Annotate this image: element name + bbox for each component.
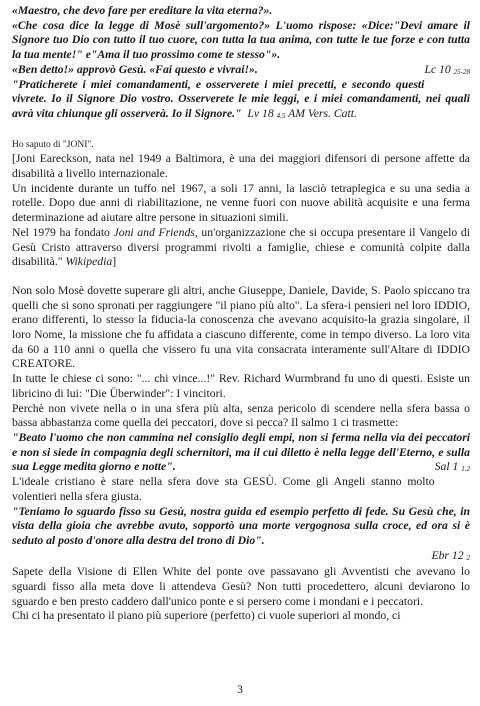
- psalm-reference: Sal 1 $_{1.2}$: [434, 460, 470, 474]
- spacer: [12, 124, 470, 138]
- hebrews-quote: "Teniamo lo sguardo fisso su Gesù, nostra guida ed esempio perfetto di fede. Su Gesù che, in vista della gioia che avrebbe avuto, sopportò una morte vergognosa sulla croce, ed ora si è seduto al posto d'onore alla destra del trono di Dio".: [12, 504, 470, 547]
- body-paragraph-4: L'ideale cristiano è stare nella sfera dove sta GESÙ. Come gli Angeli stanno molto volentieri nella sfera giusta.: [12, 475, 435, 503]
- body-paragraph-1: Non solo Mosè dovette superare gli altri, anche Giuseppe, Daniele, Davide, S. Paolo spiccano tra quelli che si sono spronati per raggiungere "il piano più alto". La sfera-i pensieri nel loro IDDIO, erano differenti, lo stesso la fiducia-la conoscenza che avevano acquisito-la grazia singolare, il loro Nome, la missione che fu affidata a ciascuno differente, come in tempo diverso. La loro vita da 60 a 110 anni o quella che vissero fu una vita consacrata interamente sull'Altare di IDDIO CREATORE.: [12, 283, 470, 371]
- body-paragraph-3: Perchè non vivete nella o in una sfera più alta, senza pericolo di scendere nella sfera bassa o bassa abbastanza come quella dei peccatori, dove si pecca? Il salmo 1 ci trasmette:: [12, 401, 470, 430]
- opening-dialogue: «Che cosa dice la legge di Mosè sull'argomento?» L'uomo rispose: «Dice:"Devi amare il Signore tuo Dio con tutto il tuo cuore, con tutta la tua anima, con tutte le tue forze e con tutta la tua mente!" e"Ama il tuo prossimo come te stesso"».: [12, 18, 470, 62]
- joni-heading: Ho saputo di "JONI".: [12, 139, 94, 150]
- joni-paragraph-3: Nel 1979 ha fondato Joni and Friends, un'organizzazione che si occupa presentare il Vangelo di Gesù Cristo attraverso diversi programmi rivolti a famiglie, chiese e comunità colpite dalla disabilità." Wikipedia]: [12, 225, 470, 269]
- body-paragraph-6: Chi ci ha presentato il piano più superiore (perfetto) ci vuole superiori al mondo, ci: [12, 609, 401, 623]
- body-paragraph-2: In tutte le chiese ci sono: "... chi vince...!" Rev. Richard Wurmbrand fu uno di questi. Esiste un libricino di lui: "Die Überwinder": I vincitori.: [12, 372, 470, 400]
- joni-paragraph-1: [Joni Eareckson, nata nel 1949 a Baltimora, è una dei maggiori difensori di persone affette da disabilità a livello internazionale.: [12, 152, 470, 181]
- leviticus-quote-block: [12, 78, 470, 124]
- joni-paragraph-2: Un incidente durante un tuffo nel 1967, a soli 17 anni, la lasciò tetraplegica e su una sedia a rotelle. Dopo due anni di riabilitazione, ne venne fuori con nuove abilità acquisite e una ferma determinazione ad aiutare altre persone in situazioni simili.: [12, 181, 470, 225]
- body-paragraph-5: Sapete della Visione di Ellen White del ponte ove passavano gli Avventisti che avevano lo sguardi fisso alla meta dove li attendeva Gesù? Non tutti procedettero, alcuni deviarono lo sguardo e ben presto caddero dall'unico ponte e si persero come i mondani e i peccatori.: [12, 565, 470, 608]
- leviticus-quote: "Praticherete i miei comandamenti, e osserverete i miei precetti, e secondo questi vivrete. Io il Signore Dio vostro. Osserverete le mie leggi, e i miei comandamenti, nei quali avrà vita chiunque gli osserverà. Io il Signore.": [12, 77, 470, 120]
- page-number: 3: [237, 684, 243, 696]
- opening-question: «Maestro, che devo fare per ereditare la vita eterna?».: [12, 4, 273, 17]
- spacer: [12, 270, 470, 284]
- luke-reference: Lc 10 $_{25-28}$: [424, 62, 470, 76]
- psalm-quote: "Beato l'uomo che non cammina nel consiglio degli empi, non si ferma nella via dei peccatori e non si siede in compagnia degli schernitori, ma il cui diletto è nella legge dell'Eterno, e sulla sua Legge medita giorno e notte".: [12, 430, 470, 474]
- opening-approval: «Ben detto!» approvò Gesù. «Fai questo e vivrai!».: [12, 62, 258, 76]
- leviticus-reference: Lv 18 4.5 AM Vers. Catt.: [247, 106, 357, 120]
- psalm-block: [12, 431, 470, 475]
- hebrews-reference: Ebr 12 2: [431, 548, 470, 562]
- opening-approval-line: [12, 63, 470, 78]
